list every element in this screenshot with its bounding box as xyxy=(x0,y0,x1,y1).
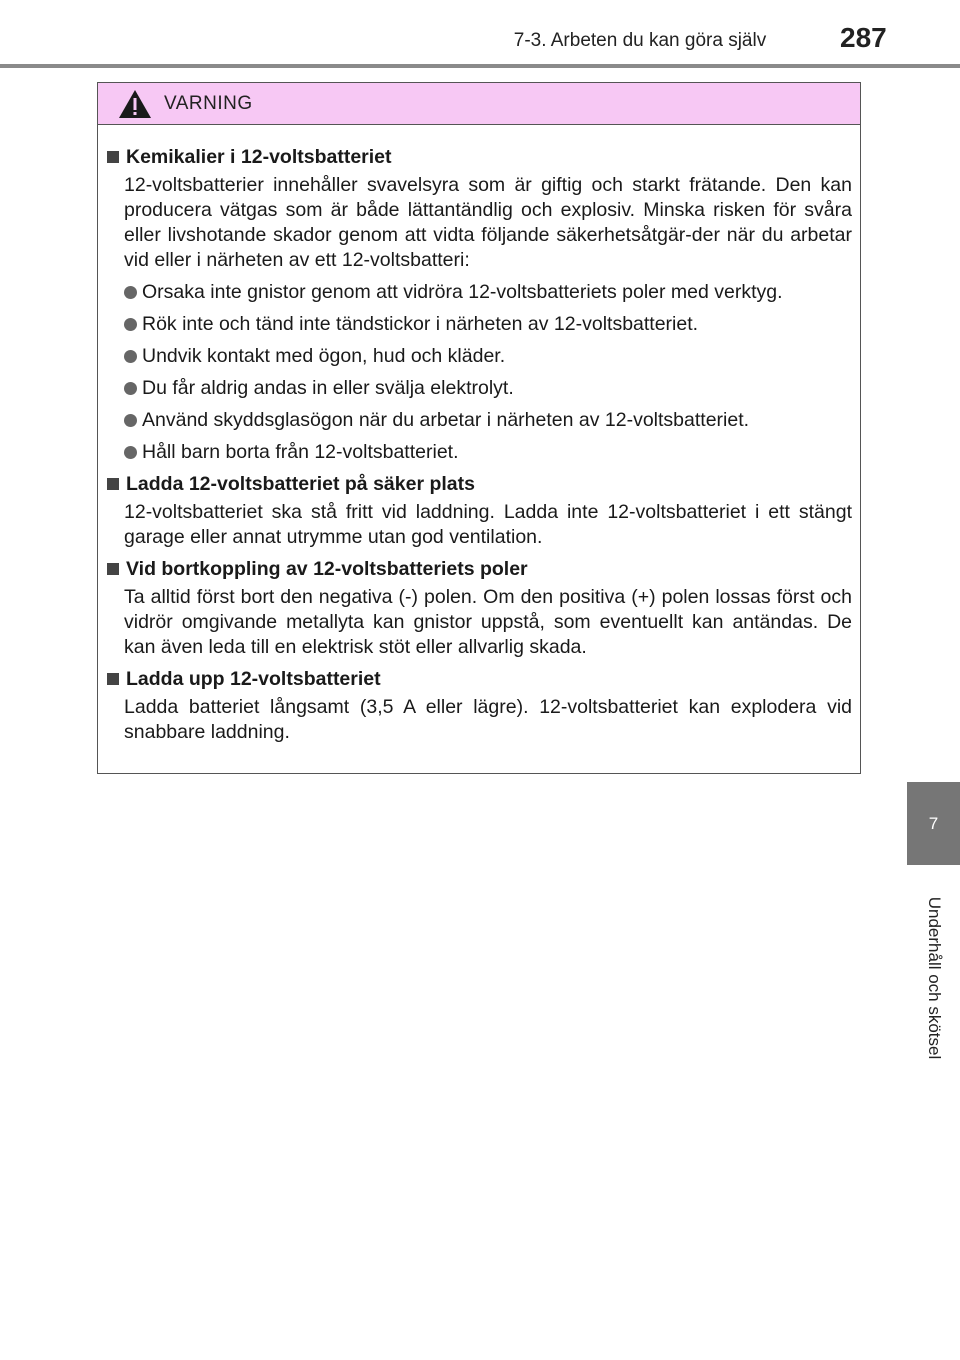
section-heading xyxy=(107,472,852,497)
header-rule xyxy=(0,64,960,68)
section-heading xyxy=(107,667,852,692)
list-item xyxy=(124,344,852,369)
round-bullet-icon xyxy=(124,318,137,331)
section-heading-text: Vid bortkoppling av 12-voltsbatteriets poler xyxy=(126,558,528,580)
header-section-title: 7-3. Arbeten du kan göra själv xyxy=(513,30,767,51)
chapter-title: Underhåll och skötsel xyxy=(925,896,944,1060)
chapter-tab: 7 xyxy=(907,782,960,865)
section-paragraph: 12-voltsbatteriet ska stå fritt vid laddning. Ladda inte 12-voltsbatteriet i ett stängt garage eller annat utrymme utan god ventilation. xyxy=(124,501,852,548)
section-heading-text: Ladda 12-voltsbatteriet på säker plats xyxy=(126,473,475,495)
round-bullet-icon xyxy=(124,446,137,459)
section-paragraph: 12-voltsbatterier innehåller svavelsyra som är giftig och starkt frätande. Den kan producera vätgas som är både lättantändlig och explosiv. Minska risken för svåra eller livshotande skador genom att vidta följande säkerhetsåtgär-der när du arbetar vid eller i närheten av ett 12-voltsbatteri: xyxy=(124,174,852,271)
list-item-text: Håll barn borta från 12-voltsbatteriet. xyxy=(142,441,459,463)
round-bullet-icon xyxy=(124,286,137,299)
warning-header xyxy=(98,83,860,125)
page-number: 287 xyxy=(840,22,887,53)
list-item-text: Orsaka inte gnistor genom att vidröra 12-voltsbatteriets poler med verktyg. xyxy=(142,281,783,303)
warning-body xyxy=(98,125,860,745)
section-paragraph: Ta alltid först bort den negativa (-) polen. Om den positiva (+) polen lossas först och vidrör omgivande metallyta kan gnistor uppstå, som eventuellt kan antändas. De kan även leda till en elektrisk stöt eller allvarlig skada. xyxy=(124,586,852,658)
round-bullet-icon xyxy=(124,382,137,395)
list-item-text: Undvik kontakt med ögon, hud och kläder. xyxy=(142,345,506,367)
section-heading xyxy=(107,557,852,582)
warning-triangle-icon xyxy=(118,89,152,119)
square-bullet-icon xyxy=(107,478,119,490)
list-item-text: Använd skyddsglasögon när du arbetar i närheten av 12-voltsbatteriet. xyxy=(142,409,750,431)
section-heading-text: Kemikalier i 12-voltsbatteriet xyxy=(126,146,392,168)
warning-box xyxy=(97,82,861,774)
list-item xyxy=(124,312,852,337)
round-bullet-icon xyxy=(124,414,137,427)
section-heading xyxy=(107,145,852,170)
list-item xyxy=(124,376,852,401)
square-bullet-icon xyxy=(107,563,119,575)
round-bullet-icon xyxy=(124,350,137,363)
list-item xyxy=(124,280,852,305)
square-bullet-icon xyxy=(107,673,119,685)
section-paragraph: Ladda batteriet långsamt (3,5 A eller lägre). 12-voltsbatteriet kan explodera vid snabbare laddning. xyxy=(124,696,852,743)
square-bullet-icon xyxy=(107,151,119,163)
section-heading-text: Ladda upp 12-voltsbatteriet xyxy=(126,668,381,690)
list-item-text: Rök inte och tänd inte tändstickor i närheten av 12-voltsbatteriet. xyxy=(142,313,699,335)
list-item-text: Du får aldrig andas in eller svälja elektrolyt. xyxy=(142,377,514,399)
warning-label: VARNING xyxy=(164,92,253,114)
list-item xyxy=(124,408,852,433)
list-item xyxy=(124,440,852,465)
